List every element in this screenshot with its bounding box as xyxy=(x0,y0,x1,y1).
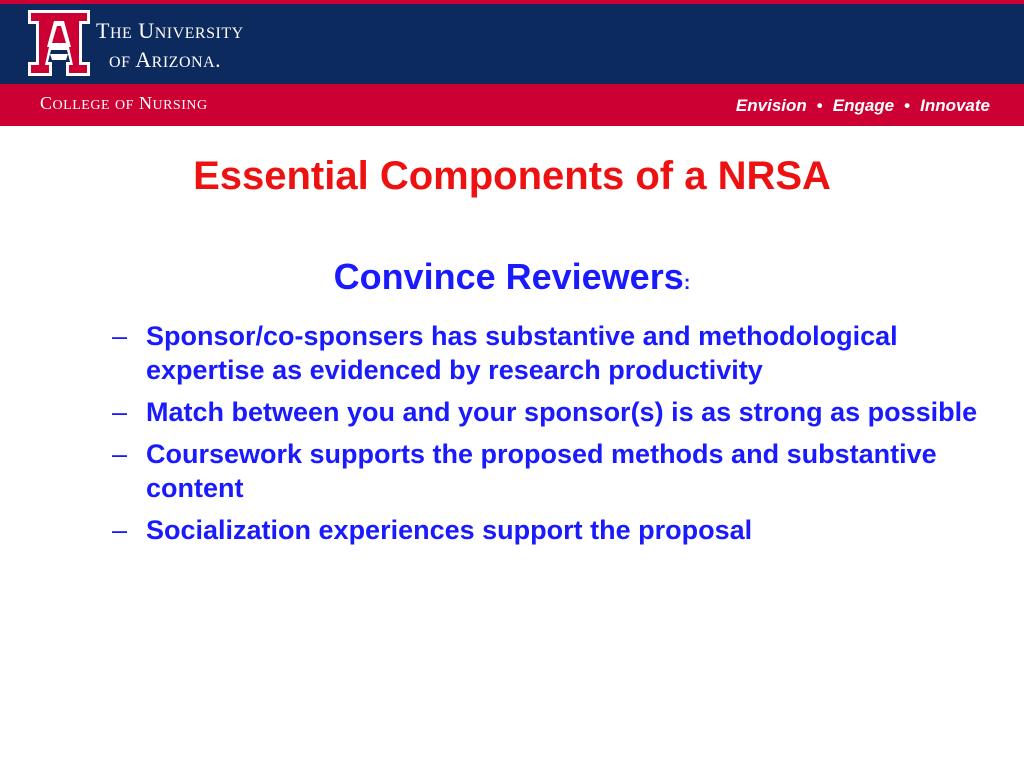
subtitle-colon: : xyxy=(683,272,691,294)
bullet-item xyxy=(112,395,992,429)
bullet-dash: – xyxy=(112,439,128,469)
university-name-line2: OF ARIZONA. xyxy=(109,47,222,72)
bullet-dash: – xyxy=(112,515,128,545)
university-name-line1: THE UNIVERSITY xyxy=(96,18,244,43)
university-logo-icon xyxy=(28,10,90,76)
slide-subtitle xyxy=(0,255,1024,305)
bullet-item xyxy=(112,319,992,387)
slide-title: Essential Components of a NRSA xyxy=(193,154,831,198)
tagline-separator: • xyxy=(904,96,911,115)
tagline-envision: Envision xyxy=(735,96,807,115)
bullet-item xyxy=(112,513,992,547)
tagline-engage: Engage xyxy=(832,96,895,115)
bullet-text: Coursework supports the proposed methods and substantive content xyxy=(146,439,937,503)
tagline-separator: • xyxy=(816,96,823,115)
college-name: COLLEGE OF NURSING xyxy=(40,93,208,113)
bullet-dash: – xyxy=(112,397,128,427)
bullet-text: Socialization experiences support the proposal xyxy=(146,515,753,545)
university-name xyxy=(96,18,244,76)
bullet-item xyxy=(112,437,992,505)
bullet-dash: – xyxy=(112,321,128,351)
bullet-text: Sponsor/co-sponsers has substantive and methodological expertise as evidenced by research productivity xyxy=(146,321,898,385)
bullet-list xyxy=(112,319,992,555)
bullet-text: Match between you and your sponsor(s) is as strong as possible xyxy=(146,397,978,427)
tagline xyxy=(736,96,990,116)
tagline-innovate: Innovate xyxy=(920,96,990,115)
subtitle-text: Convince Reviewers xyxy=(333,256,684,297)
